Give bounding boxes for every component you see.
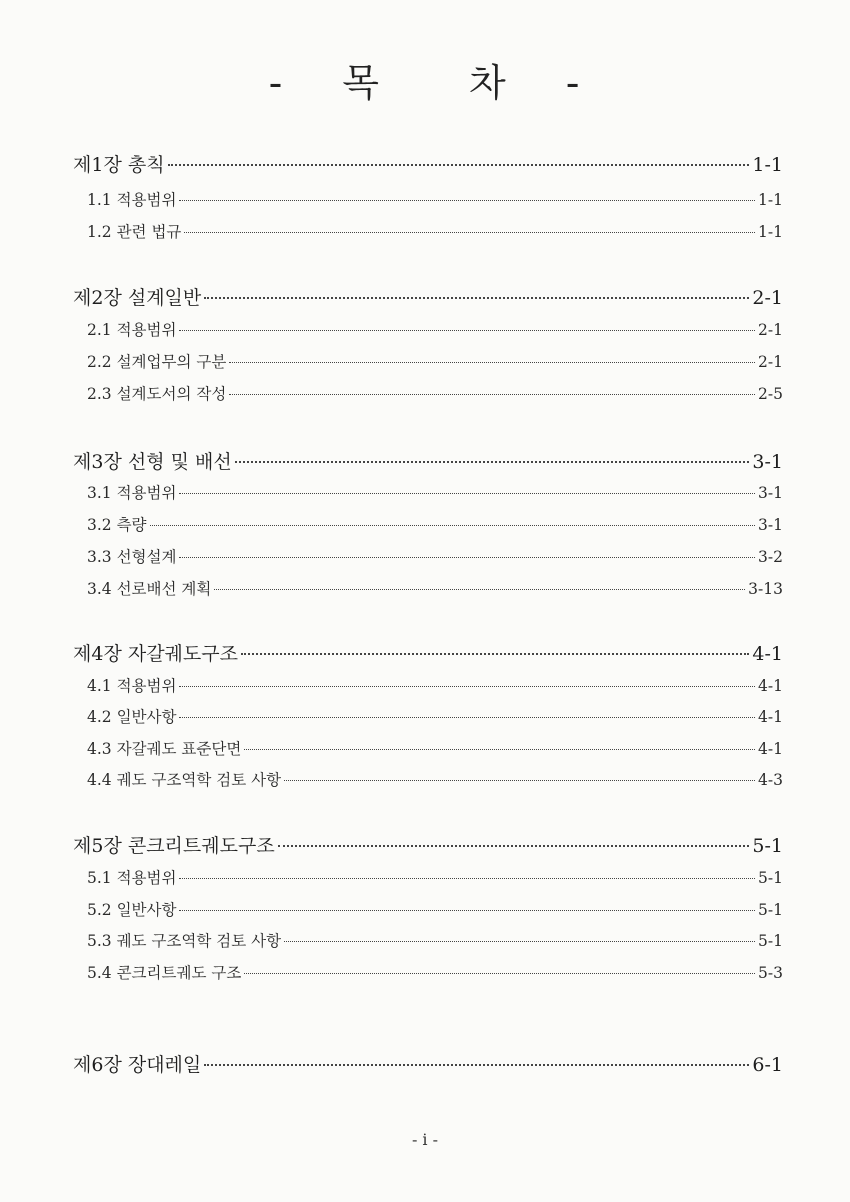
title-dash-left: - <box>268 61 285 105</box>
section-label: 4.2 일반사항 <box>87 708 177 726</box>
section-page: 3-13 <box>748 580 783 598</box>
section-page: 3-1 <box>758 516 783 534</box>
toc-chapter-3[interactable] <box>0 447 783 474</box>
section-page: 1-1 <box>758 223 783 241</box>
dot-leader <box>184 232 755 233</box>
toc-section-4-2[interactable] <box>0 705 783 727</box>
dot-leader <box>179 878 755 879</box>
toc-section-5-1[interactable] <box>0 866 783 888</box>
toc-section-1-1[interactable] <box>0 188 783 210</box>
section-label: 2.3 설계도서의 작성 <box>87 385 227 403</box>
dot-leader <box>179 330 755 331</box>
section-page: 5-1 <box>758 932 783 950</box>
section-label: 4.1 적용범위 <box>87 677 177 695</box>
toc-chapter-4[interactable] <box>0 639 783 666</box>
toc-chapter-5[interactable] <box>0 831 783 858</box>
toc-section-1-2[interactable] <box>0 220 783 242</box>
chapter-page: 1-1 <box>752 154 783 176</box>
dot-leader <box>179 686 755 687</box>
dot-leader <box>214 589 745 590</box>
dot-leader <box>150 525 756 526</box>
section-page: 3-1 <box>758 484 783 502</box>
chapter-page: 5-1 <box>752 835 783 857</box>
dot-leader <box>235 461 750 463</box>
section-page: 4-1 <box>758 740 783 758</box>
dot-leader <box>179 910 755 911</box>
dot-leader <box>244 973 755 974</box>
toc-section-3-1[interactable] <box>0 481 783 503</box>
section-label: 3.1 적용범위 <box>87 484 177 502</box>
section-page: 4-3 <box>758 771 783 789</box>
dot-leader <box>179 493 755 494</box>
toc-section-2-3[interactable] <box>0 382 783 404</box>
dot-leader <box>284 941 755 942</box>
section-page: 4-1 <box>758 677 783 695</box>
chapter-label: 제3장 선형 및 배선 <box>73 451 232 473</box>
section-label: 3.3 선형설계 <box>87 548 177 566</box>
toc-chapter-2[interactable] <box>0 283 783 310</box>
section-page: 2-5 <box>758 385 783 403</box>
toc-section-4-3[interactable] <box>0 737 783 759</box>
section-label: 4.4 궤도 구조역학 검토 사항 <box>87 771 282 789</box>
section-page: 1-1 <box>758 191 783 209</box>
title-dash-right: - <box>565 61 582 105</box>
section-label: 5.2 일반사항 <box>87 901 177 919</box>
chapter-label: 제5장 콘크리트궤도구조 <box>73 835 275 857</box>
section-label: 1.1 적용범위 <box>87 191 177 209</box>
title-char-1: 목 <box>342 61 381 105</box>
dot-leader <box>204 1064 749 1066</box>
dot-leader <box>179 200 755 201</box>
toc-section-5-3[interactable] <box>0 929 783 951</box>
section-label: 4.3 자갈궤도 표준단면 <box>87 740 242 758</box>
section-label: 1.2 관련 법규 <box>87 223 182 241</box>
toc-section-5-2[interactable] <box>0 898 783 920</box>
chapter-page: 4-1 <box>752 643 783 665</box>
dot-leader <box>229 394 755 395</box>
dot-leader <box>284 780 755 781</box>
toc-section-3-3[interactable] <box>0 545 783 567</box>
section-page: 5-1 <box>758 901 783 919</box>
toc-section-4-1[interactable] <box>0 674 783 696</box>
toc-section-3-2[interactable] <box>0 513 783 535</box>
chapter-page: 6-1 <box>752 1054 783 1076</box>
section-label: 5.1 적용범위 <box>87 869 177 887</box>
dot-leader <box>179 717 755 718</box>
chapter-label: 제1장 총칙 <box>73 154 165 176</box>
section-label: 2.2 설계업무의 구분 <box>87 353 227 371</box>
section-page: 2-1 <box>758 353 783 371</box>
dot-leader <box>278 845 750 847</box>
dot-leader <box>204 297 749 299</box>
toc-section-3-4[interactable] <box>0 577 783 599</box>
section-page: 2-1 <box>758 321 783 339</box>
section-page: 5-3 <box>758 964 783 982</box>
section-label: 3.4 선로배선 계획 <box>87 580 212 598</box>
chapter-label: 제4장 자갈궤도구조 <box>73 643 238 665</box>
section-page: 3-2 <box>758 548 783 566</box>
title-char-2: 차 <box>469 61 508 105</box>
dot-leader <box>229 362 755 363</box>
toc-chapter-1[interactable] <box>0 150 783 177</box>
dot-leader <box>241 653 749 655</box>
section-page: 4-1 <box>758 708 783 726</box>
dot-leader <box>179 557 755 558</box>
dot-leader <box>244 749 755 750</box>
page-number: - i - <box>411 1130 439 1149</box>
section-label: 3.2 측량 <box>87 516 147 534</box>
toc-section-4-4[interactable] <box>0 768 783 790</box>
chapter-page: 2-1 <box>752 287 783 309</box>
section-page: 5-1 <box>758 869 783 887</box>
toc-section-2-2[interactable] <box>0 350 783 372</box>
section-label: 5.4 콘크리트궤도 구조 <box>87 964 242 982</box>
chapter-label: 제6장 장대레일 <box>73 1054 202 1076</box>
toc-section-2-1[interactable] <box>0 318 783 340</box>
section-label: 5.3 궤도 구조역학 검토 사항 <box>87 932 282 950</box>
toc-section-5-4[interactable] <box>0 961 783 983</box>
dot-leader <box>168 164 750 166</box>
section-label: 2.1 적용범위 <box>87 321 177 339</box>
toc-chapter-6[interactable] <box>0 1050 783 1077</box>
chapter-page: 3-1 <box>752 451 783 473</box>
chapter-label: 제2장 설계일반 <box>73 287 202 309</box>
